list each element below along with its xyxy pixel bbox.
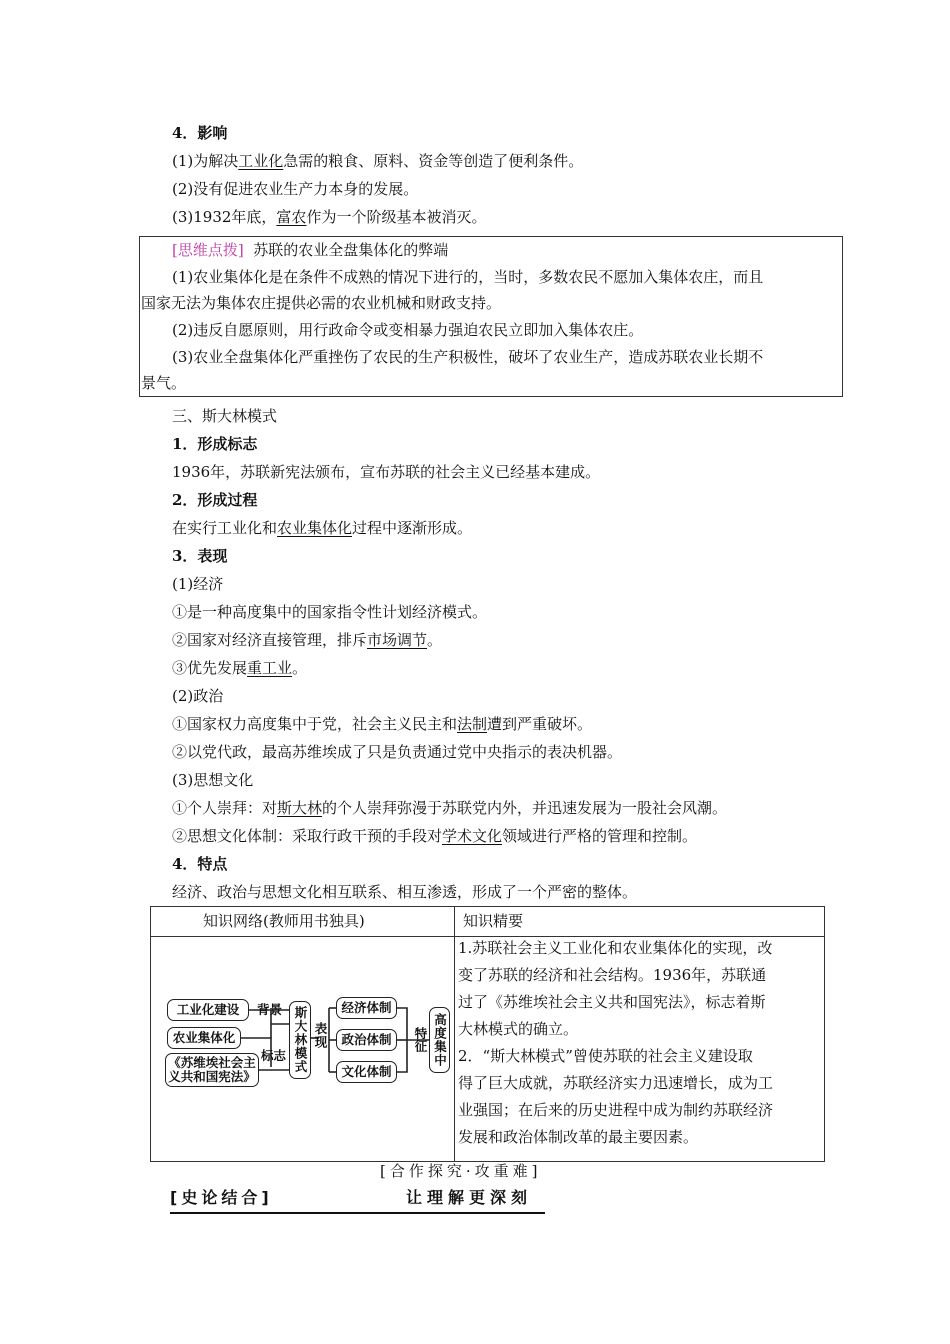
stalin-s2: 2．形成过程 <box>172 491 258 509</box>
summary-line: 1.苏联社会主义工业化和农业集体化的实现，改 <box>458 939 773 957</box>
node-collectivization: 农业集体化 <box>167 1027 241 1049</box>
summary-line: 发展和政治体制改革的最主要因素。 <box>458 1128 699 1146</box>
tip-title: 苏联的农业全盘集体化的弊端 <box>253 241 449 259</box>
text-span: 作为一个阶级基本被消灭。 <box>306 208 487 226</box>
text-span: 的个人崇拜弥漫于苏联党内外，并迅速发展为一股社会风潮。 <box>322 799 728 817</box>
summary-line: 得了巨大成就，苏联经济实力迅速增长，成为工 <box>458 1074 774 1092</box>
text-span: 过程中逐渐形成。 <box>352 519 473 537</box>
stalin-s1-text: 1936年，苏联新宪法颁布，宣布苏联的社会主义已经基本建成。 <box>172 463 601 481</box>
summary-line: 大林模式的确立。 <box>458 1020 579 1038</box>
node-highly-centralized: 高度集中 <box>429 1007 450 1073</box>
text-span: ③优先发展 <box>172 659 248 677</box>
label-show: 表现 <box>313 1022 328 1049</box>
underlined-term: 市场调节 <box>367 631 428 649</box>
stalin-pol-2: ②以党代政，最高苏维埃成了只是负责通过党中央指示的表决机器。 <box>172 743 623 761</box>
underlined-term: 重工业 <box>247 659 293 677</box>
stalin-s3: 3．表现 <box>172 547 228 565</box>
text-span: ②思想文化体制：采取行政干预的手段对 <box>172 827 443 845</box>
section-banner-left: [史论结合] <box>170 1188 273 1207</box>
label-background: 背景 <box>257 1002 283 1017</box>
node-industrialization: 工业化建设 <box>167 999 249 1021</box>
label-feature: 特征 <box>413 1027 428 1052</box>
label-mark: 标志 <box>261 1048 287 1063</box>
text-span: 遭到严重破坏。 <box>487 715 593 733</box>
text-span: 。 <box>292 659 308 677</box>
impact-item-3 <box>172 205 486 229</box>
stalin-cul-1 <box>172 796 727 820</box>
underlined-term: 富农 <box>276 208 307 226</box>
tip-p3a: (3)农业全盘集体化严重挫伤了农民的生产积极性，破坏了农业生产，造成苏联农业长期不 <box>172 348 764 366</box>
text-span: 。 <box>427 631 443 649</box>
underlined-term: 农业集体化 <box>277 519 353 537</box>
text-span: (3)1932年底， <box>172 208 277 226</box>
tip-tag: [思维点拨] <box>172 241 244 259</box>
stalin-econ-2 <box>172 628 442 652</box>
tip-p2: (2)违反自愿原则，用行政命令或变相暴力强迫农民立即加入集体农庄。 <box>172 321 644 339</box>
table-header-summary: 知识精要 <box>463 912 524 930</box>
text-span: (1)为解决 <box>172 152 239 170</box>
table-divider-v <box>454 907 455 1161</box>
section-banner-right: 让理解更深刻 <box>406 1188 533 1207</box>
stalin-pol: (2)政治 <box>172 687 224 705</box>
summary-line: 过了《苏维埃社会主义共和国宪法》，标志着斯 <box>458 993 766 1011</box>
underlined-term: 工业化 <box>238 152 284 170</box>
stalin-cul-2 <box>172 824 697 848</box>
node-cul-system: 文化体制 <box>336 1061 397 1083</box>
text-span: ①国家权力高度集中于党，社会主义民主和 <box>172 715 458 733</box>
stalin-econ-1: ①是一种高度集中的国家指令性计划经济模式。 <box>172 603 488 621</box>
stalin-cul: (3)思想文化 <box>172 771 254 789</box>
section-banner <box>170 1186 545 1214</box>
section-caption: [合作探究·攻重难] <box>380 1162 542 1180</box>
impact-item-1 <box>172 149 583 173</box>
stalin-s4-text: 经济、政治与思想文化相互联系、相互渗透，形成了一个严密的整体。 <box>172 883 638 901</box>
underlined-term: 学术文化 <box>442 827 503 845</box>
impact-item-2: (2)没有促进农业生产力本身的发展。 <box>172 180 419 198</box>
tip-p3b: 景气。 <box>141 374 187 392</box>
text-span: 领域进行严格的管理和控制。 <box>502 827 698 845</box>
constitution-line-2: 义共和国宪法》 <box>168 1069 256 1084</box>
stalin-heading: 三、斯大林模式 <box>172 407 278 425</box>
stalin-econ: (1)经济 <box>172 575 224 593</box>
summary-line: 业强国；在后来的历史进程中成为制约苏联经济 <box>458 1101 774 1119</box>
stalin-s2-text <box>172 516 472 540</box>
stalin-pol-1 <box>172 712 592 736</box>
underlined-term: 法制 <box>457 715 488 733</box>
tip-p1b: 国家无法为集体农庄提供必需的农业机械和财政支持。 <box>141 294 502 312</box>
text-span: ②国家对经济直接管理，排斥 <box>172 631 368 649</box>
summary-line: 变了苏联的经济和社会结构。1936年，苏联通 <box>458 966 767 984</box>
text-span: 在实行工业化和 <box>172 519 278 537</box>
stalin-s4: 4．特点 <box>172 855 228 873</box>
stalin-econ-3 <box>172 656 307 680</box>
tip-title-line <box>172 238 448 262</box>
summary-line: 2．“斯大林模式”曾使苏联的社会主义建设取 <box>458 1047 753 1065</box>
tip-p1a: (1)农业集体化是在条件不成熟的情况下进行的，当时，多数农民不愿加入集体农庄，而且 <box>172 268 764 286</box>
stalin-s1: 1．形成标志 <box>172 435 258 453</box>
underlined-term: 斯大林 <box>277 799 323 817</box>
impact-heading: 4．影响 <box>172 124 228 142</box>
thinking-tip-box <box>139 236 843 397</box>
node-stalin-model: 斯大林模式 <box>289 1001 311 1079</box>
node-constitution <box>165 1053 259 1087</box>
constitution-line-1: 《苏维埃社会主 <box>168 1055 256 1070</box>
node-pol-system: 政治体制 <box>336 1029 397 1051</box>
table-header-network: 知识网络(教师用书独具) <box>203 912 365 930</box>
text-span: 急需的粮食、原料、资金等创造了便利条件。 <box>283 152 584 170</box>
node-econ-system: 经济体制 <box>336 997 397 1019</box>
text-span: ①个人崇拜：对 <box>172 799 278 817</box>
